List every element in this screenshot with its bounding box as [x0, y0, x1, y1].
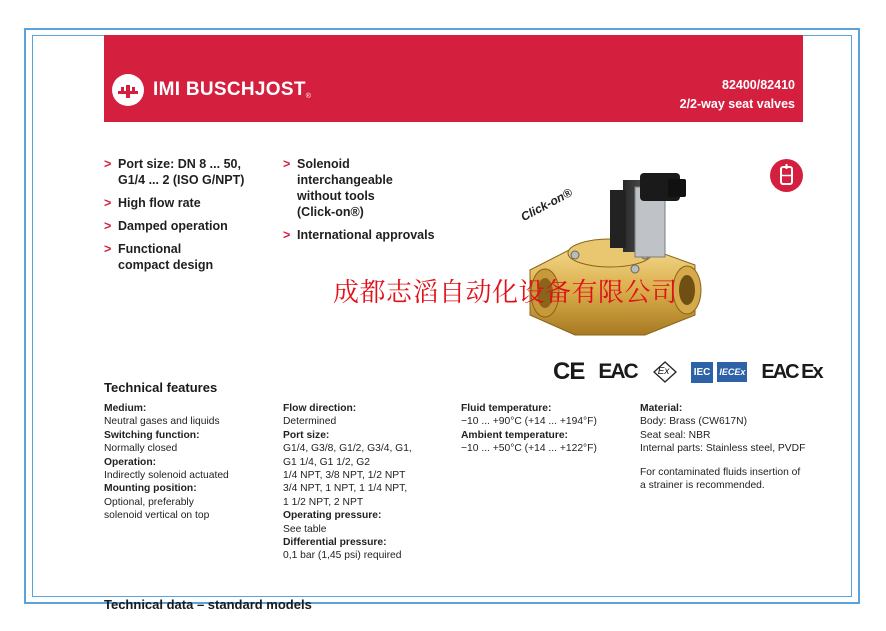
ambient-temp-value: −10 ... +50°C (+14 ... +122°F)	[461, 443, 597, 455]
eac-ex-mark-icon: EAC Ex	[761, 360, 822, 383]
material-label: Material:	[640, 403, 683, 414]
operating-pressure-label: Operating pressure:	[283, 510, 382, 522]
ce-mark-icon: CE	[553, 358, 585, 385]
feature-item	[104, 241, 274, 273]
material-internal: Internal parts: Stainless steel, PVDF	[640, 443, 806, 455]
feature-item	[283, 227, 463, 243]
medium-label: Medium:	[104, 403, 147, 414]
port-value: 1/4 NPT, 3/8 NPT, 1/2 NPT	[283, 470, 406, 482]
mounting-value: Optional, preferably	[104, 496, 194, 508]
port-value: G1 1/4, G1 1/2, G2	[283, 456, 371, 468]
feature-text: interchangeable	[297, 173, 393, 187]
tech-col-flow	[283, 402, 453, 563]
technical-features-title: Technical features	[104, 380, 218, 395]
brand-name: IMI BUSCHJOST	[153, 79, 306, 100]
flow-value: Determined	[283, 416, 337, 428]
mounting-label: Mounting position:	[104, 483, 197, 495]
bullet-arrow: >	[104, 157, 112, 171]
product-subtitle: 2/2-way seat valves	[679, 97, 795, 111]
feature-item	[104, 195, 274, 211]
fluid-temp-label: Fluid temperature:	[461, 403, 552, 414]
feature-text: Damped operation	[118, 219, 228, 233]
strainer-note: For contaminated fluids insertion of	[640, 466, 801, 478]
operation-value: Indirectly solenoid actuated	[104, 470, 229, 482]
material-seal: Seat seal: NBR	[640, 429, 711, 441]
ambient-temp-label: Ambient temperature:	[461, 429, 568, 441]
atex-mark-icon	[653, 361, 677, 383]
bullet-arrow: >	[283, 228, 291, 242]
bullet-arrow: >	[283, 157, 291, 171]
port-label: Port size:	[283, 429, 330, 441]
standard-models-heading: Technical data – standard models	[104, 597, 312, 612]
tech-col-general	[104, 402, 274, 523]
click-on-label: Click-on®	[518, 185, 575, 224]
atex-mark-text: Ex	[657, 366, 670, 377]
feature-text: High flow rate	[118, 196, 201, 210]
feature-text: Solenoid	[297, 157, 350, 171]
differential-pressure-label: Differential pressure:	[283, 537, 387, 549]
solenoid-badge-icon	[770, 159, 803, 192]
mounting-value: solenoid vertical on top	[104, 510, 210, 522]
flow-label: Flow direction:	[283, 403, 357, 414]
switching-label: Switching function:	[104, 429, 200, 441]
feature-text: (Click-on®)	[297, 205, 364, 219]
iecex-mark-icon: IECEx	[717, 362, 747, 382]
feature-item	[104, 218, 274, 234]
feature-text: without tools	[297, 189, 375, 203]
watermark-text: 成都志滔自动化设备有限公司	[333, 278, 678, 308]
valve-product-image	[515, 165, 715, 350]
eac-mark-icon: EAC	[598, 360, 637, 383]
port-value: G1/4, G3/8, G1/2, G3/4, G1,	[283, 443, 412, 455]
features-list-left	[104, 156, 274, 280]
medium-value: Neutral gases and liquids	[104, 416, 220, 428]
features-list-right	[283, 156, 463, 250]
differential-pressure-value: 0,1 bar (1,45 psi) required	[283, 550, 402, 562]
registered-mark: ®	[305, 93, 311, 100]
header-title	[680, 76, 795, 114]
feature-text: compact design	[118, 258, 214, 272]
brand-logo	[112, 74, 311, 106]
model-number: 82400/82410	[722, 78, 795, 92]
feature-text: G1/4 ... 2 (ISO G/NPT)	[118, 173, 245, 187]
tech-col-material	[640, 402, 820, 492]
tech-col-temperature	[461, 402, 636, 456]
bullet-arrow: >	[104, 219, 112, 233]
imi-logo-icon	[112, 74, 144, 106]
operating-pressure-value: See table	[283, 523, 327, 535]
strainer-note: a strainer is recommended.	[640, 480, 765, 492]
feature-item	[283, 156, 463, 220]
feature-item	[104, 156, 274, 188]
operation-label: Operation:	[104, 456, 157, 468]
certification-marks	[553, 358, 822, 386]
feature-text: International approvals	[297, 228, 435, 242]
header-banner	[104, 35, 803, 122]
feature-text: Port size: DN 8 ... 50,	[118, 157, 241, 171]
bullet-arrow: >	[104, 196, 112, 210]
port-value: 3/4 NPT, 1 NPT, 1 1/4 NPT,	[283, 483, 408, 495]
port-value: 1 1/2 NPT, 2 NPT	[283, 496, 364, 508]
bullet-arrow: >	[104, 242, 112, 256]
fluid-temp-value: −10 ... +90°C (+14 ... +194°F)	[461, 416, 597, 428]
material-body: Body: Brass (CW617N)	[640, 416, 748, 428]
iec-mark-icon: IEC	[691, 362, 714, 383]
feature-text: Functional	[118, 242, 182, 256]
switching-value: Normally closed	[104, 443, 178, 455]
